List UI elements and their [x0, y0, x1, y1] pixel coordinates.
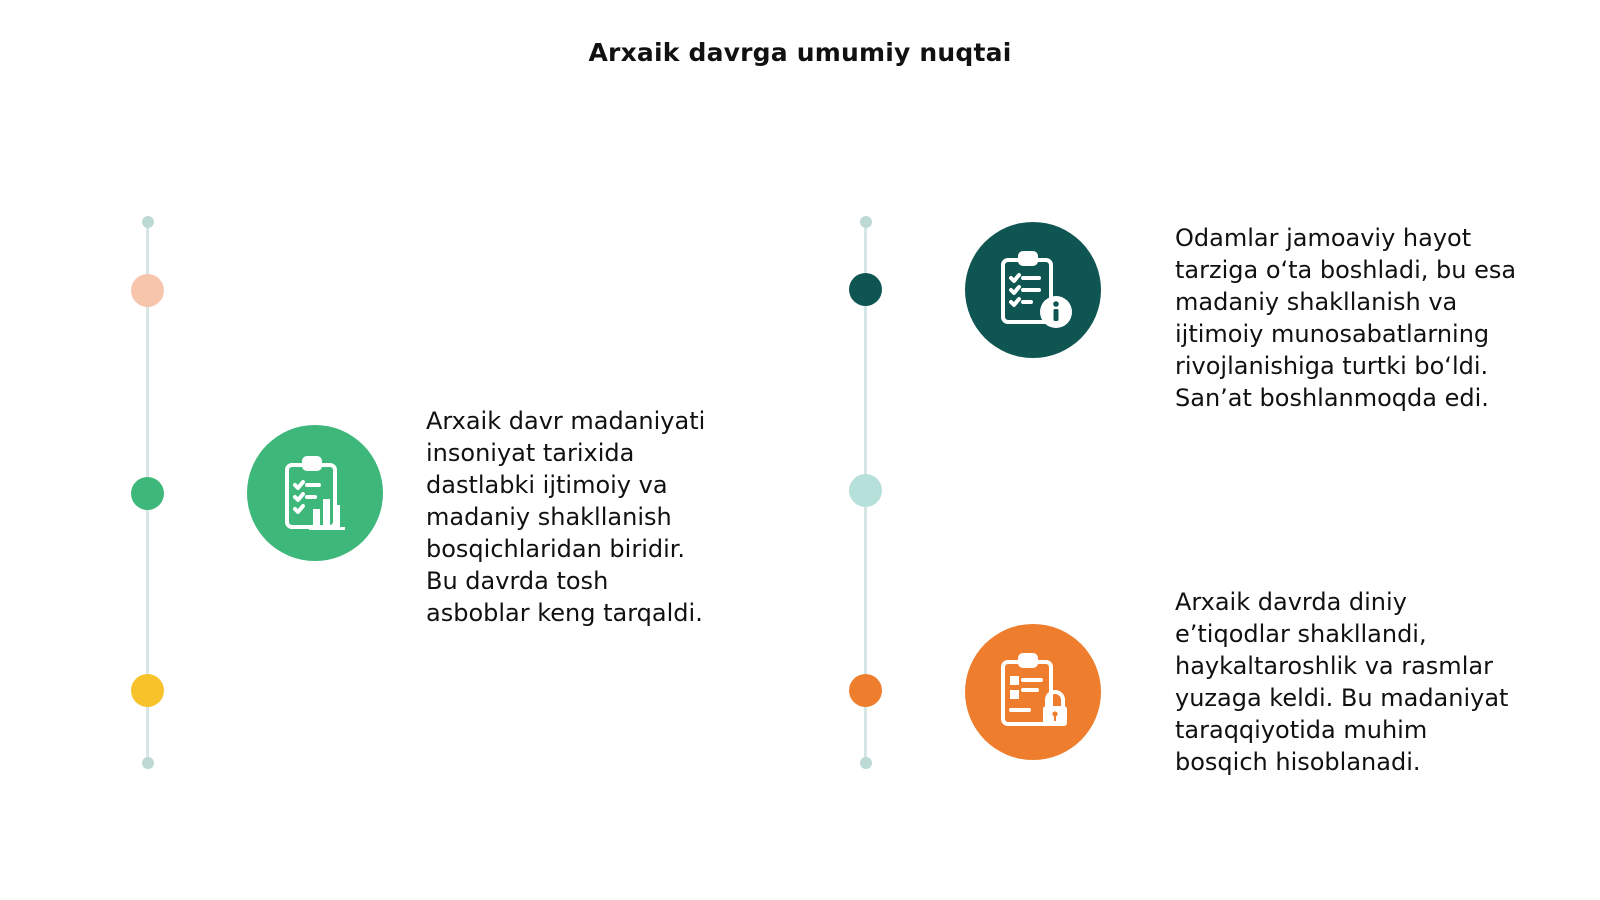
right-timeline-node-teal-dark: [849, 273, 882, 306]
left-timeline-node-yellow: [131, 674, 164, 707]
left-timeline-node-peach: [131, 274, 164, 307]
clipboard-info-icon: [965, 222, 1101, 358]
right-timeline: [846, 0, 886, 900]
right-timeline-end-dot: [860, 757, 872, 769]
item-2-description: Odamlar jamoaviy hayot tarziga o‘ta boshladi, bu esa madaniy shakllanish va ijtimoiy munosabatlarning rivojlanishiga turtki bo‘ldi. San’at boshlanmoqda edi.: [1175, 224, 1517, 412]
left-timeline-node-green: [131, 477, 164, 510]
page-title: Arxaik davrga umumiy nuqtai: [588, 38, 1012, 67]
right-timeline-node-teal-light: [849, 474, 882, 507]
item-3-description: Arxaik davrda diniy e’tiqodlar shakllandi, haykaltaroshlik va rasmlar yuzaga keldi. Bu madaniyat taraqqiyotida muhim bosqich hisoblanadi.: [1175, 588, 1509, 776]
left-timeline: [128, 0, 168, 900]
right-timeline-start-dot: [860, 216, 872, 228]
clipboard-lock-icon: [965, 624, 1101, 760]
left-timeline-end-dot: [142, 757, 154, 769]
clipboard-chart-icon: [247, 425, 383, 561]
item-1-description: Arxaik davr madaniyati insoniyat tarixida dastlabki ijtimoiy va madaniy shakllanish bosqichlaridan biridir. Bu davrda tosh asboblar keng tarqaldi.: [426, 407, 706, 627]
right-timeline-node-orange: [849, 674, 882, 707]
left-timeline-start-dot: [142, 216, 154, 228]
